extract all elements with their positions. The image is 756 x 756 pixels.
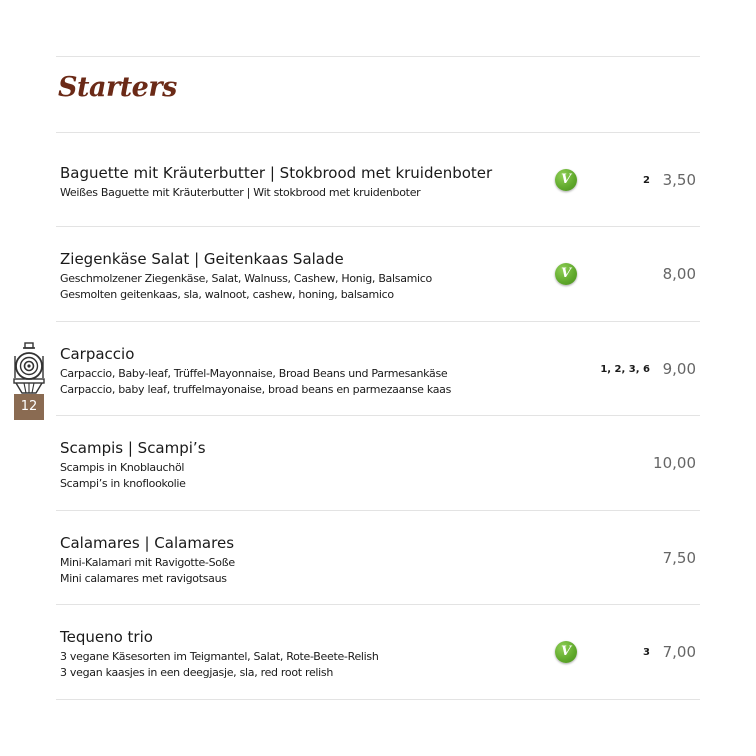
item-title: Tequeno trio bbox=[60, 628, 153, 646]
item-price: 8,00 bbox=[662, 265, 696, 283]
item-description-de: Carpaccio, Baby-leaf, Trüffel-Mayonnaise, Broad Beans und Parmesankäse bbox=[60, 367, 448, 380]
locomotive-icon bbox=[12, 342, 46, 394]
page-marker bbox=[12, 342, 46, 420]
item-description-de: Geschmolzener Ziegenkäse, Salat, Walnuss, Cashew, Honig, Balsamico bbox=[60, 272, 432, 285]
item-title: Scampis | Scampi’s bbox=[60, 439, 206, 457]
item-description-de: Scampis in Knoblauchöl bbox=[60, 461, 185, 474]
item-price: 7,00 bbox=[662, 643, 696, 661]
page-number: 12 bbox=[14, 394, 44, 420]
section-title: Starters bbox=[58, 72, 177, 103]
vegetarian-icon: V bbox=[555, 169, 577, 191]
allergen-codes: 2 bbox=[643, 175, 650, 186]
item-title: Carpaccio bbox=[60, 345, 135, 363]
item-description-nl: Mini calamares met ravigotsaus bbox=[60, 572, 227, 585]
divider bbox=[56, 321, 700, 322]
item-price: 3,50 bbox=[662, 171, 696, 189]
item-description-de: Weißes Baguette mit Kräuterbutter | Wit stokbrood met kruidenboter bbox=[60, 186, 421, 199]
vegetarian-icon: V bbox=[555, 641, 577, 663]
divider bbox=[56, 415, 700, 416]
item-price: 7,50 bbox=[662, 549, 696, 567]
item-description-de: 3 vegane Käsesorten im Teigmantel, Salat, Rote-Beete-Relish bbox=[60, 650, 379, 663]
divider bbox=[56, 699, 700, 700]
item-description-de: Mini-Kalamari mit Ravigotte-Soße bbox=[60, 556, 235, 569]
item-title: Calamares | Calamares bbox=[60, 534, 235, 552]
item-description-nl: Scampi’s in knoflookolie bbox=[60, 477, 186, 490]
item-title: Baguette mit Kräuterbutter | Stokbrood met kruidenboter bbox=[60, 164, 493, 182]
divider bbox=[56, 604, 700, 605]
item-title: Ziegenkäse Salat | Geitenkaas Salade bbox=[60, 250, 344, 268]
item-description-nl: Carpaccio, baby leaf, truffelmayonaise, broad beans en parmezaanse kaas bbox=[60, 383, 452, 396]
item-description-nl: Gesmolten geitenkaas, sla, walnoot, cashew, honing, balsamico bbox=[60, 288, 394, 301]
divider bbox=[56, 56, 700, 57]
allergen-codes: 1, 2, 3, 6 bbox=[600, 364, 650, 375]
allergen-codes: 3 bbox=[643, 647, 650, 658]
item-description-nl: 3 vegan kaasjes in een deegjasje, sla, red root relish bbox=[60, 666, 334, 679]
divider bbox=[56, 132, 700, 133]
item-price: 10,00 bbox=[653, 454, 696, 472]
vegetarian-icon: V bbox=[555, 263, 577, 285]
divider bbox=[56, 510, 700, 511]
divider bbox=[56, 226, 700, 227]
item-price: 9,00 bbox=[662, 360, 696, 378]
